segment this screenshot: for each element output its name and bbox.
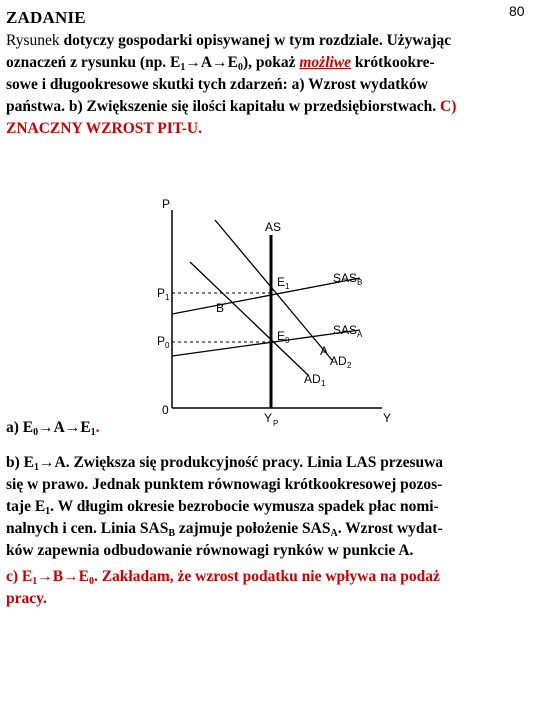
answer-a: a) $E_0\to A\to E_1$.	[6, 419, 100, 438]
ad1-label: AD	[304, 372, 321, 386]
ad2-sub: 2	[347, 361, 352, 370]
exercise-title: ZADANIE	[6, 8, 86, 27]
intro-paragraph	[6, 30, 532, 140]
answer-c-line-2: pracy.	[6, 590, 47, 607]
p1-label: P	[157, 286, 166, 300]
e1-sub: 1	[285, 282, 290, 291]
origin-label: 0	[162, 403, 169, 417]
ad1-sub: 1	[321, 379, 326, 388]
p0-sub: 0	[165, 341, 170, 350]
answer-b	[6, 452, 532, 562]
intro-line-1: Rysunek dotyczy gospodarki opisywanej w tym rozdziale. Używając	[6, 32, 452, 49]
point-a-label: A	[320, 344, 329, 358]
e1-label: E	[277, 275, 286, 289]
sas-b-label: SAS	[333, 271, 358, 285]
as-label: AS	[265, 220, 282, 234]
e0-sub: 0	[285, 336, 290, 345]
sas-b-line	[172, 278, 363, 314]
answer-b-line-2: się w prawo. Jednak punktem równowagi krótkookresowej pozos-	[6, 476, 443, 493]
answer-b-line-1: b) $E_1\to A$. Zwiększa się produkcyjność pracy. Linia LAS przesuwa	[6, 454, 444, 473]
p-axis-label: P	[162, 197, 171, 211]
point-b-label: B	[216, 301, 225, 315]
p0-label: P	[157, 334, 166, 348]
p1-sub: 1	[165, 293, 170, 302]
intro-line-4: państwa. b) Zwiększenie się ilości kapitału w przedsiębiorstwach. C)	[6, 98, 457, 115]
ad2-label: AD	[330, 354, 347, 368]
page-number: 80	[509, 3, 525, 19]
answer-c-line-1: c) $E_1\to B\to E_0$. Zakładam, że wzrost podatku nie wpływa na podaż	[6, 568, 440, 587]
intro-line-3: sowe i długookresowe skutki tych zdarzeń: a) Wzrost wydatków	[6, 76, 428, 93]
e0-label: E	[277, 329, 286, 343]
sas-a-sub: A	[357, 330, 363, 339]
as-ad-diagram	[150, 190, 410, 430]
sas-a-label: SAS	[333, 323, 358, 337]
answer-b-line-5: ków zapewnia odbudowanie równowagi rynków w punkcie A.	[6, 542, 414, 559]
emphasis-mozliwe: możliwe	[299, 54, 352, 71]
intro-line-2: oznaczeń z rysunku (np. $E_1\to A\to E_0$), pokaż możliwe krótkookre-	[6, 54, 435, 73]
yp-sub: P	[273, 419, 279, 428]
yp-label: Y	[264, 411, 273, 425]
answer-b-line-4: nalnych i cen. Linia $SAS_B$ zajmuje położenie $SAS_A$. Wzrost wydat-	[6, 520, 443, 539]
intro-line-5: ZNACZNY WZROST PIT-U.	[6, 120, 202, 137]
ad2-line	[215, 220, 332, 360]
answer-b-line-3: taje $E_1$. W długim okresie bezrobocie wymusza spadek płac nomi-	[6, 498, 439, 517]
y-axis-label: Y	[383, 411, 392, 425]
answer-c	[6, 566, 532, 610]
ad1-line	[190, 262, 308, 375]
sas-b-sub: B	[357, 278, 363, 287]
